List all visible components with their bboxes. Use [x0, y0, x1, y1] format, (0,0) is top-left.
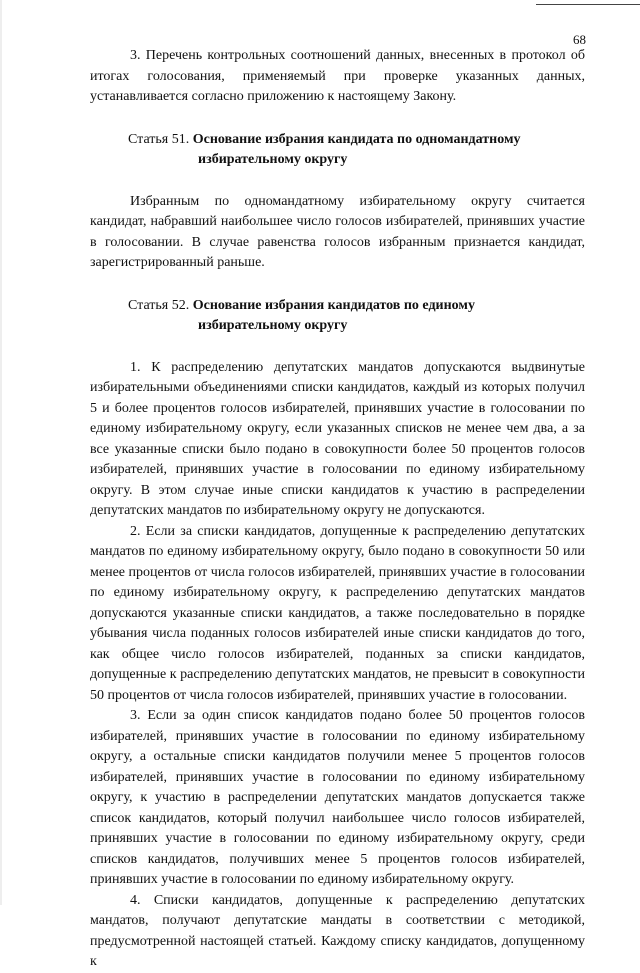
- article-51-paragraph: Избранным по одномандатному избирательному округу считается кандидат, набравший наибольшее число голосов избирателей, принявших участие в голосовании. В случае равенства голосов избранным признается кандидат, зарегистрированный раньше.: [90, 193, 585, 270]
- document-body: [90, 46, 585, 973]
- article-52-paragraph-4: 4. Списки кандидатов, допущенные к распределению депутатских мандатов, получают депутатские мандаты в соответствии с методикой, предусмотренной настоящей статьей. Каждому списку кандидатов, допущенному к: [90, 892, 585, 969]
- article-52-heading: [90, 296, 585, 337]
- paragraph-3-protocol: 3. Перечень контрольных соотношений данных, внесенных в протокол об итогах голосования, применяемый при проверке указанных данных, устанавливается согласно приложению к настоящему Закону.: [90, 48, 585, 104]
- article-51-title-line1: Основание избрания кандидата по одномандатному: [192, 131, 521, 147]
- top-rule: [536, 4, 640, 5]
- article-52-paragraph-3: 3. Если за один список кандидатов подано более 50 процентов голосов избирателей, принявших участие в голосовании по единому избирательному округу, а остальные списки кандидатов получили менее 5 процентов голосов избирателей, принявших участие в голосовании по единому избирательному округу, к участию в распределении депутатских мандатов допускается также список кандидатов, который получил наибольшее число голосов избирателей, принявших участие в голосовании по единому избирательному округу, среди списков кандидатов, получивших менее 5 процентов голосов избирателей, принявших участие в голосовании по единому избирательному округу.: [90, 708, 585, 887]
- article-51-heading: [90, 130, 585, 171]
- article-52-title-line2: избирательному округу: [198, 318, 348, 333]
- article-52-paragraph-1: 1. К распределению депутатских мандатов допускаются выдвинутые избирательными объединениями списки кандидатов, каждый из которых получил 5 и более процентов голосов избирателей, принявших участие в голосовании по единому избирательному округу, если указанных списков не менее чем два, а за все указанные списки было подано в совокупности более 50 процентов голосов избирателей, принявших участие в голосовании по единому избирательному округу. В этом случае иные списки кандидатов к участию в распределении депутатских мандатов по избирательному округу не допускаются.: [90, 359, 585, 518]
- page-left-edge: [0, 0, 2, 905]
- article-52-paragraph-2: 2. Если за списки кандидатов, допущенные к распределению депутатских мандатов по единому избирательному округу, было подано в совокупности 50 или менее процентов от числа голосов избирателей, принявших участие в голосовании по единому избирательному округу, к распределению депутатских мандатов допускаются указанные списки кандидатов, а также последовательно в порядке убывания числа поданных голосов избирателей иные списки кандидатов до того, как общее число голосов избирателей, поданных за списки кандидатов, допущенные к распределению депутатских мандатов, не превысит в совокупности 50 процентов от числа голосов избирателей, принявших участие в голосовании.: [90, 523, 585, 703]
- article-52-label: Статья 52.: [128, 297, 190, 313]
- article-51-label: Статья 51.: [128, 131, 190, 147]
- article-52-title-line1: Основание избрания кандидатов по единому: [192, 297, 475, 313]
- page-number: 68: [573, 32, 586, 47]
- article-51-title-line2: избирательному округу: [198, 152, 348, 167]
